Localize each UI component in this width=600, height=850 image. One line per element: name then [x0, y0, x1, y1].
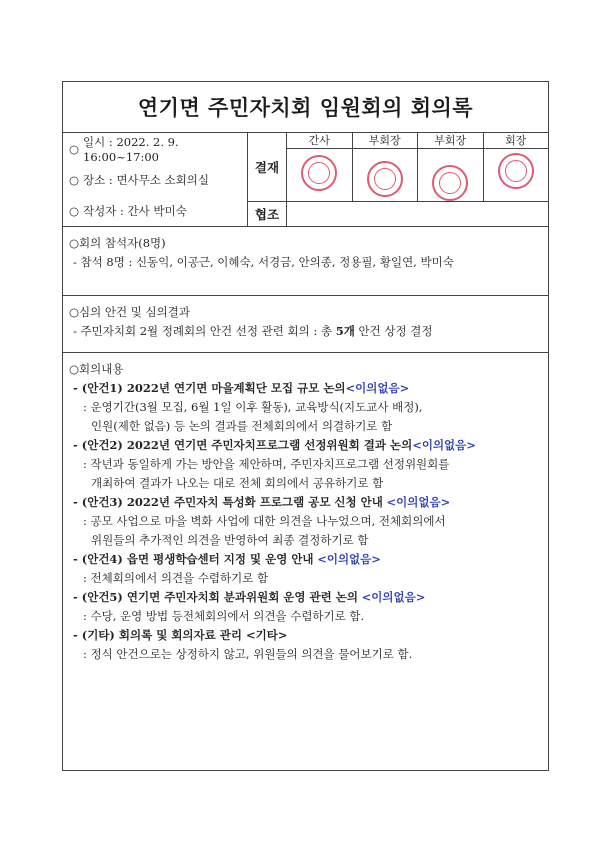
- agenda-item: [69, 379, 542, 436]
- circle-bullet-icon: ○: [69, 172, 80, 187]
- circle-bullet-icon: ○: [69, 236, 80, 250]
- content-section: [63, 353, 548, 670]
- agenda-heading: - (안건4) 읍면 평생학습센터 지정 및 운영 안내 <이의없음>: [73, 552, 381, 566]
- approval-slot-vice-chair-2: 부회장: [418, 133, 484, 201]
- meeting-place: ○ 장소 : 면사무소 소회의실: [69, 172, 209, 187]
- meeting-info-row: [63, 133, 548, 227]
- cooperation-label: 협조: [248, 201, 287, 226]
- circle-bullet-icon: ○: [69, 203, 80, 218]
- agenda-heading: - (안건1) 2022년 연기면 마을계획단 모집 규모 논의<이의없음>: [73, 381, 410, 395]
- agenda-item: [69, 436, 542, 493]
- agenda-item: [69, 550, 542, 588]
- agenda-detail: 위원들의 추가적인 의견을 반영하여 최종 결정하기로 함: [91, 533, 369, 547]
- minutes-document: [62, 81, 549, 771]
- content-title: ○ 회의내용: [69, 362, 124, 376]
- approval-slot-chair: 회장: [484, 133, 549, 201]
- agenda-detail: : 정식 안건으로는 상정하지 않고, 위원들의 의견을 물어보기로 함.: [83, 647, 413, 661]
- circle-bullet-icon: ○: [69, 141, 80, 156]
- seal-stamp-icon: [367, 161, 403, 197]
- seal-stamp-icon: [498, 153, 534, 189]
- meeting-writer: ○ 작성자 : 간사 박미숙: [69, 203, 187, 218]
- approval-label: 결재: [248, 133, 287, 201]
- agenda-detail: : 수당, 운영 방법 등전체회의에서 의견을 수렴하기로 함.: [83, 609, 365, 623]
- agenda-detail: 개최하여 결과가 나오는 대로 전체 회의에서 공유하기로 함: [91, 476, 384, 490]
- approval-slot-vice-chair-1: 부회장: [353, 133, 419, 201]
- meeting-info: [63, 133, 247, 226]
- meeting-date: ○ 일시 : 2022. 2. 9. 16:00~17:00: [69, 134, 179, 164]
- circle-bullet-icon: ○: [69, 305, 80, 319]
- agenda-detail: : 작년과 동일하게 가는 방안을 제안하며, 주민자치프로그램 선정위원회를: [83, 457, 450, 471]
- agenda-heading: - (안건5) 연기면 주민자치회 분과위원회 운영 관련 논의 <이의없음>: [73, 590, 426, 604]
- attendees-list: - 참석 8명 : 신동익, 이공근, 이혜숙, 서경금, 안의종, 정용필, 황일연, 박미숙: [73, 255, 454, 269]
- attendees-title: ○ 회의 참석자(8명): [69, 236, 166, 250]
- agenda-detail: : 운영기간(3월 모집, 6월 1일 이후 활동), 교육방식(지도교사 배정),: [83, 400, 423, 414]
- agenda-item: [69, 626, 542, 664]
- circle-bullet-icon: ○: [69, 362, 80, 376]
- agenda-heading: - (기타) 회의록 및 회의자료 관리 <기타>: [73, 628, 288, 642]
- seal-stamp-icon: [432, 165, 468, 201]
- review-section: [63, 296, 548, 353]
- agenda-detail: : 전체회의에서 의견을 수렴하기로 함: [83, 571, 269, 585]
- agenda-detail: : 공모 사업으로 마을 벽화 사업에 대한 의견을 나누었으며, 전체회의에서: [83, 514, 446, 528]
- document-title: 연기면 주민자치회 임원회의 회의록: [63, 82, 548, 133]
- seal-stamp-icon: [301, 155, 337, 191]
- approval-row: [248, 133, 548, 202]
- agenda-heading: - (안건2) 2022년 연기면 주민자치프로그램 선정위원회 결과 논의<이의없음>: [73, 438, 476, 452]
- agenda-item: [69, 588, 542, 626]
- review-result: - 주민자치회 2월 정례회의 안건 선정 관련 회의 : 총 5개 안건 상정 결정: [73, 324, 433, 338]
- review-title: ○ 심의 안건 및 심의결과: [69, 305, 190, 319]
- agenda-item: [69, 493, 542, 550]
- approval-box: [247, 133, 548, 226]
- cooperation-row: [248, 201, 548, 226]
- agenda-detail: 인원(제한 없음) 등 논의 결과를 전체회의에서 의결하기로 함: [91, 419, 393, 433]
- attendees-section: [63, 227, 548, 296]
- approval-slot-secretary: 간사: [287, 133, 353, 201]
- agenda-heading: - (안건3) 2022년 주민자치 특성화 프로그램 공모 신청 안내 <이의없음>: [73, 495, 451, 509]
